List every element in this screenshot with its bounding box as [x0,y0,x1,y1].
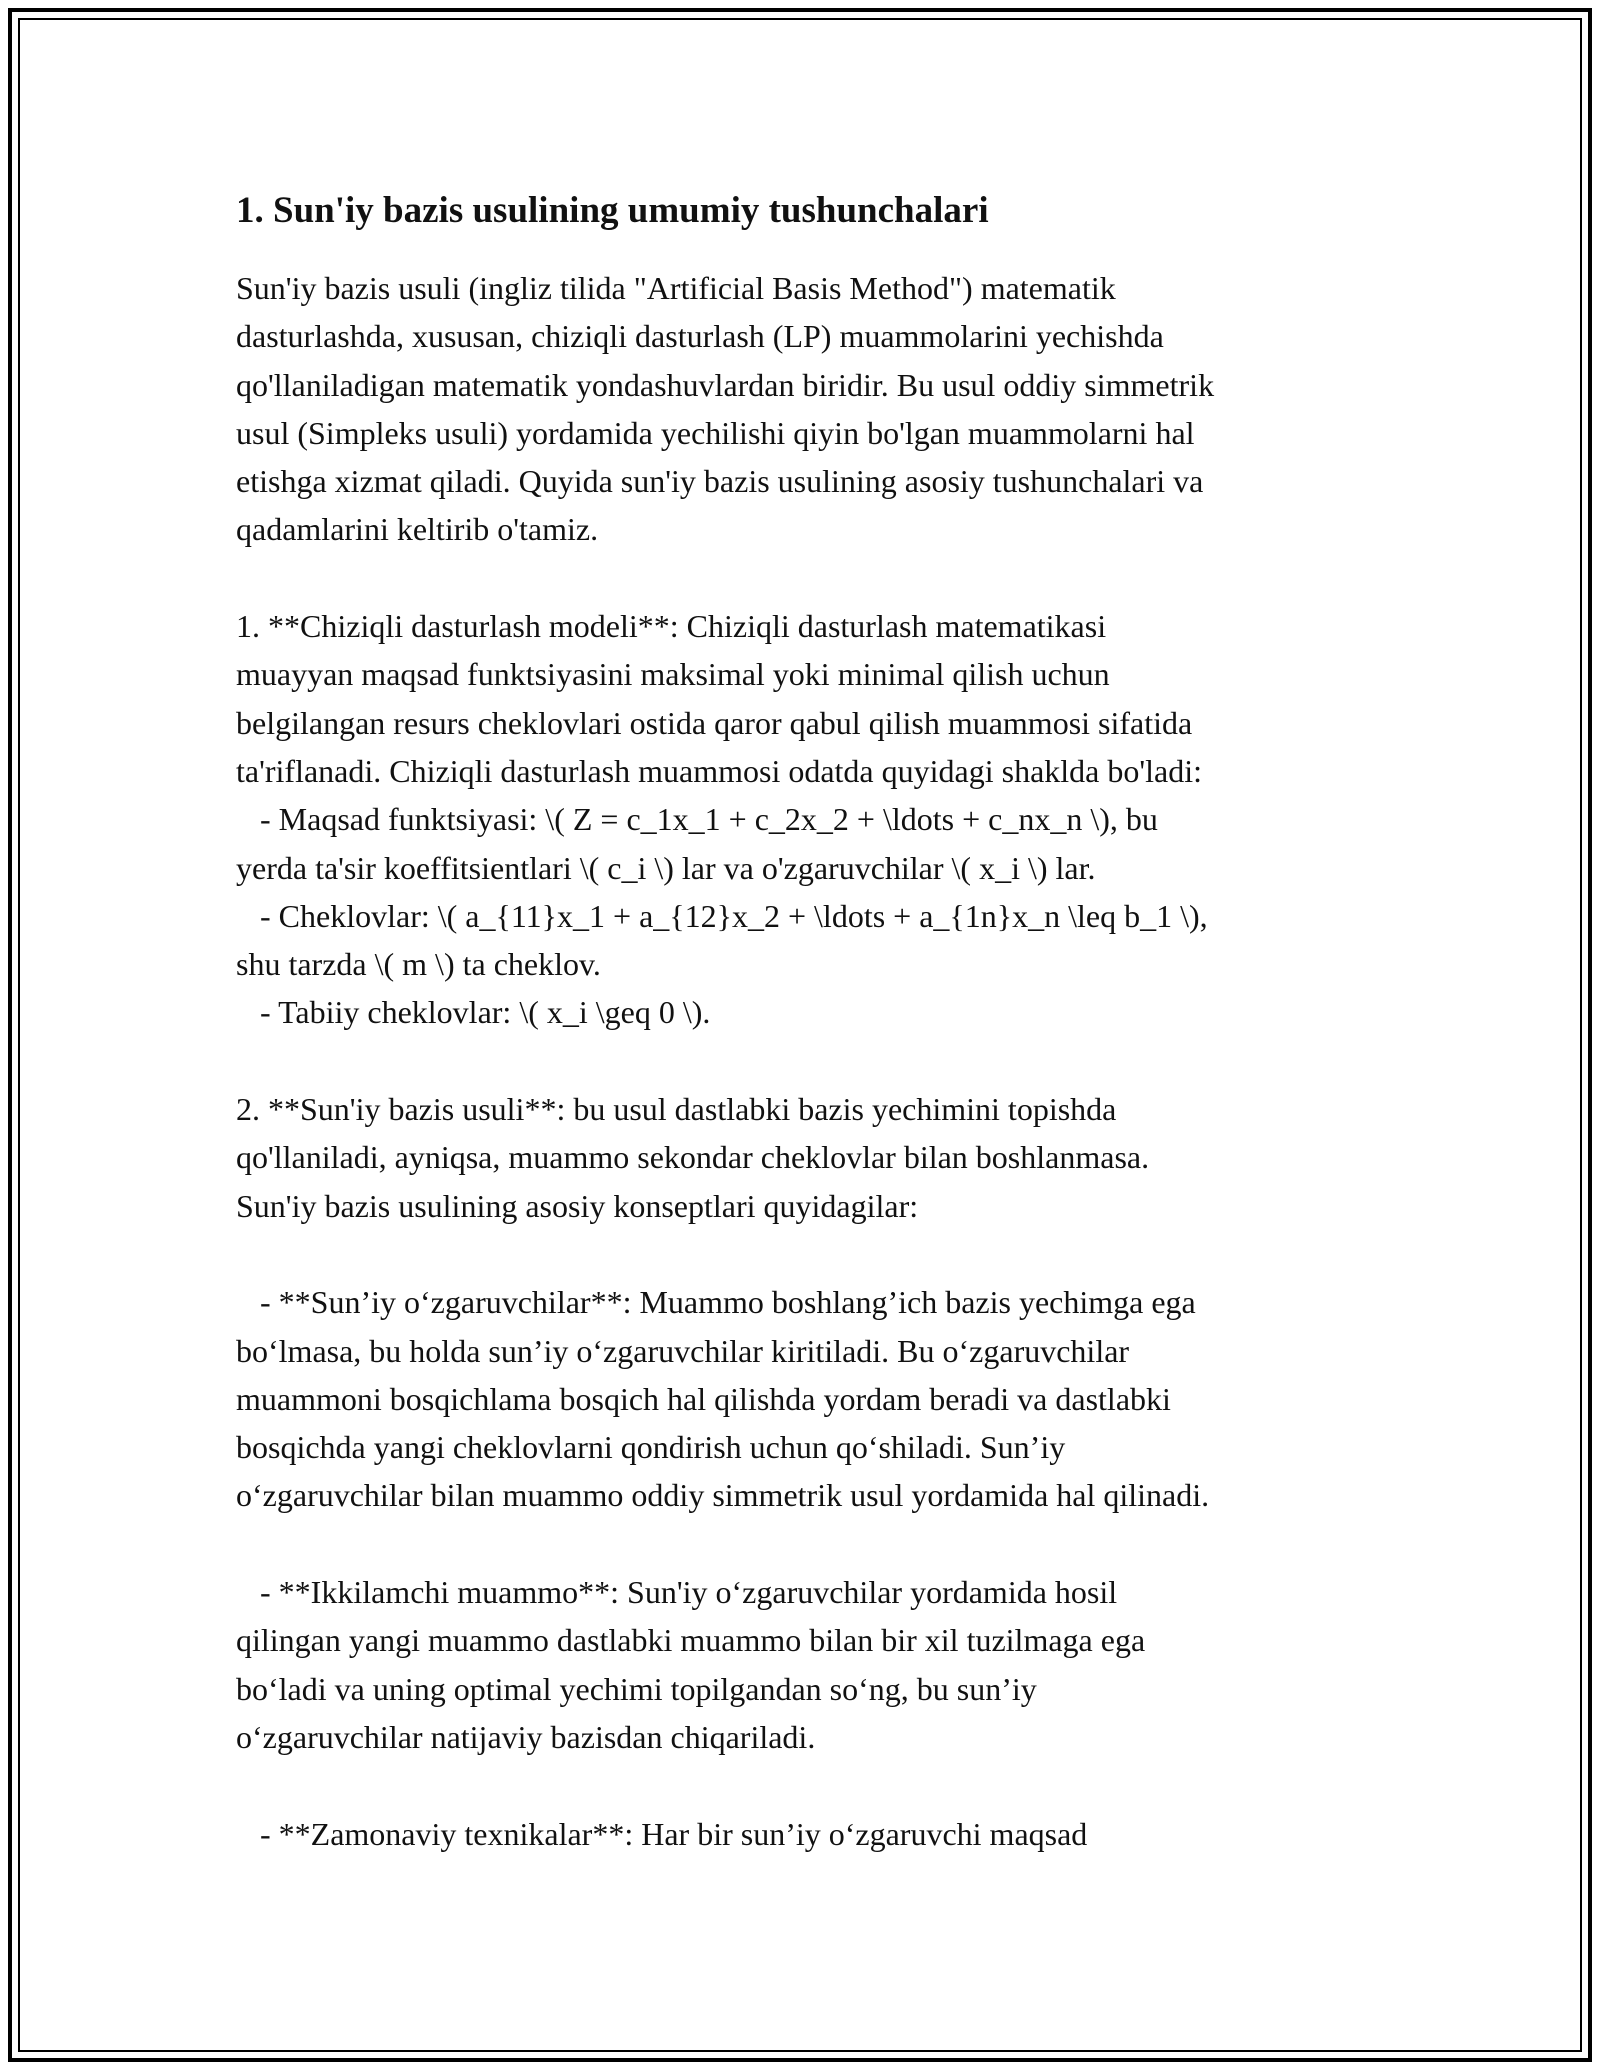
text-line: qadamlarini keltirib o'tamiz. [236,511,599,548]
text-line: - **Zamonaviy texnikalar**: Har bir sun’iy o‘zgaruvchi maqsad [236,1815,1088,1852]
text-line: Sun'iy bazis usulining asosiy konseptlari quyidagilar: [236,1187,919,1224]
text-line: - Tabiiy cheklovlar: \( x_i \geq 0 \). [236,994,711,1031]
text-line: dasturlashda, xususan, chiziqli dasturlash (LP) muammolarini yechishda [236,318,1164,355]
text-line: etishga xizmat qiladi. Quyida sun'iy bazis usulining asosiy tushunchalari va [236,463,1204,500]
text-line: 1. **Chiziqli dasturlash modeli**: Chiziqli dasturlash matematikasi [236,608,1107,645]
text-line: - Maqsad funktsiyasi: \( Z = c_1x_1 + c_2x_2 + \ldots + c_nx_n \), bu [236,801,1158,838]
blank-line [236,554,1386,602]
text-line: yerda ta'sir koeffitsientlari \( c_i \) lar va o'zgaruvchilar \( x_i \) lar. [236,849,1096,886]
text-line: o‘zgaruvchilar bilan muammo oddiy simmetrik usul yordamida hal qilinadi. [236,1477,1210,1514]
text-line: qo'llaniladigan matematik yondashuvlardan biridir. Bu usul oddiy simmetrik [236,366,1215,403]
text-line: - Cheklovlar: \( a_{11}x_1 + a_{12}x_2 + \ldots + a_{1n}x_n \leq b_1 \), [236,897,1208,934]
text-line: ta'riflanadi. Chiziqli dasturlash muammosi odatda quyidagi shaklda bo'ladi: [236,752,1202,789]
text-lines [236,264,1386,1858]
blank-line [236,1230,1386,1278]
blank-line [236,1761,1386,1809]
text-line: usul (Simpleks usuli) yordamida yechilishi qiyin bo'lgan muammolarni hal [236,414,1195,451]
text-line: bo‘ladi va uning optimal yechimi topilgandan so‘ng, bu sun’iy [236,1670,1037,1707]
text-line: bo‘lmasa, bu holda sun’iy o‘zgaruvchilar kiritiladi. Bu o‘zgaruvchilar [236,1332,1130,1369]
blank-line [236,1037,1386,1085]
text-line: qilingan yangi muammo dastlabki muammo bilan bir xil tuzilmaga ega [236,1622,1146,1659]
document-body [236,186,1386,1858]
text-line: muayyan maqsad funktsiyasini maksimal yoki minimal qilish uchun [236,656,1110,693]
text-line: - **Ikkilamchi muammo**: Sun'iy o‘zgaruvchilar yordamida hosil [236,1574,1118,1611]
text-line: shu tarzda \( m \) ta cheklov. [236,946,601,983]
text-line: belgilangan resurs cheklovlari ostida qaror qabul qilish muammosi sifatida [236,704,1193,741]
text-line: 2. **Sun'iy bazis usuli**: bu usul dastlabki bazis yechimini topishda [236,1091,1117,1128]
text-line: qo'llaniladi, ayniqsa, muammo sekondar cheklovlar bilan boshlanmasa. [236,1139,1150,1176]
text-line: bosqichda yangi cheklovlarni qondirish uchun qo‘shiladi. Sun’iy [236,1429,1066,1466]
blank-line [236,1520,1386,1568]
text-line: Sun'iy bazis usuli (ingliz tilida "Artificial Basis Method") matematik [236,270,1116,306]
text-line: - **Sun’iy o‘zgaruvchilar**: Muammo boshlang’ich bazis yechimga ega [236,1284,1196,1321]
text-line: o‘zgaruvchilar natijaviy bazisdan chiqariladi. [236,1718,816,1755]
text-line: muammoni bosqichlama bosqich hal qilishda yordam beradi va dastlabki [236,1380,1171,1417]
section-heading: 1. Sun'iy bazis usulining umumiy tushunchalari [236,190,989,231]
